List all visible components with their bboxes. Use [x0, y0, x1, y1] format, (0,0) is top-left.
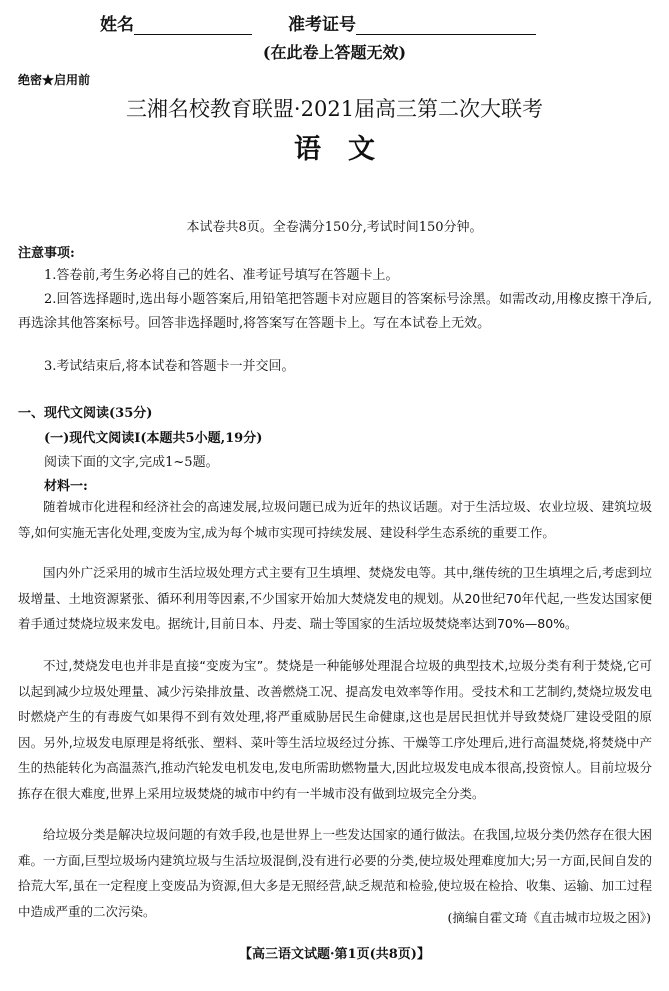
note-item-3: 3.考试结束后,将本试卷和答题卡一并交回。	[44, 359, 295, 374]
exam-id-blank	[356, 14, 536, 35]
name-label: 姓名	[100, 15, 134, 35]
paragraph-3: 不过,焚烧发电也并非是直接“变废为宝”。焚烧是一种能够处理混合垃圾的典型技术,垃圾分类有利于焚烧,它可以起到减少垃圾处理量、减少污染排放量、改善燃烧工况、提高发电效率等作用。受技术和工艺制约,焚烧垃圾发电时燃烧产生的有毒废气如果得不到有效处理,将严重威胁居民生命健康,这也是居民担忧并导致焚烧厂建设受阻的原因。另外,垃圾发电原理是将纸张、塑料、菜叶等生活垃圾经过分拣、干燥等工序处理后,进行高温焚烧,将焚烧中产生的热能转化为高温蒸汽,推动汽轮发电机发电,发电所需助燃物量大,因此垃圾发电成本很高,投资惊人。目前垃圾分拣存在很大难度,世界上采用垃圾焚烧的城市中约有一半城市没有做到垃圾完全分类。	[18, 658, 652, 801]
invalid-note: (在此卷上答题无效)	[262, 43, 407, 62]
page-footer: 【高三语文试题·第1页(共8页)】	[239, 947, 430, 962]
notes-heading: 注意事项:	[18, 246, 75, 261]
name-field	[100, 10, 252, 35]
note-item-2: 2.回答选择题时,选出每小题答案后,用铅笔把答题卡对应题目的答案标号涂黑。如需改动,用橡皮擦干净后,再选涂其他答案标号。回答非选择题时,将答案写在答题卡上。写在本试卷上无效。	[18, 292, 652, 331]
note-item-1: 1.答卷前,考生务必将自己的姓名、准考证号填写在答题卡上。	[44, 268, 399, 283]
name-blank	[134, 14, 252, 35]
section-instruction: 阅读下面的文字,完成1~5题。	[44, 455, 219, 470]
paragraph-2: 国内外广泛采用的城市生活垃圾处理方式主要有卫生填埋、焚烧发电等。其中,继传统的卫生填埋之后,考虑到垃圾增量、土地资源紧张、循环利用等因素,不少国家开始加大焚烧发电的规划。从20世纪70年代起,一些发达国家便着手通过焚烧垃圾来发电。据统计,目前日本、丹麦、瑞士等国家的生活垃圾焚烧率达到70%—80%。	[18, 565, 652, 631]
paragraph-4: 给垃圾分类是解决垃圾问题的有效手段,也是世界上一些发达国家的通行做法。在我国,垃圾分类仍然存在很大困难。一方面,巨型垃圾场内建筑垃圾与生活垃圾混倒,没有进行必要的分类,使垃圾处理难度加大;另一方面,民间自发的拾荒大军,虽在一定程度上变废品为资源,但大多是无照经营,缺乏规范和检验,使垃圾在检拾、收集、运输、加工过程中造成严重的二次污染。	[18, 827, 652, 919]
subject-title: 语 文	[294, 134, 375, 165]
secret-tag: 绝密★启用前	[18, 73, 91, 87]
section-title: 一、现代文阅读(35分)	[18, 406, 153, 421]
exam-title: 三湘名校教育联盟·2021届高三第二次大联考	[125, 97, 544, 121]
paragraph-1: 随着城市化进程和经济社会的高速发展,垃圾问题已成为近年的热议话题。对于生活垃圾、农业垃圾、建筑垃圾等,如何实施无害化处理,变废为宝,成为每个城市实现可持续发展、建设科学生态系统的重要工作。	[18, 499, 652, 540]
section-subtitle: (一)现代文阅读Ⅰ(本题共5小题,19分)	[44, 431, 263, 446]
material-label: 材料一:	[44, 479, 88, 494]
exam-id-field	[288, 10, 536, 35]
intro-text: 本试卷共8页。全卷满分150分,考试时间150分钟。	[186, 220, 483, 235]
exam-id-label: 准考证号	[288, 15, 356, 35]
source-citation: (摘编自霍文琦《直击城市垃圾之困》)	[447, 910, 651, 925]
